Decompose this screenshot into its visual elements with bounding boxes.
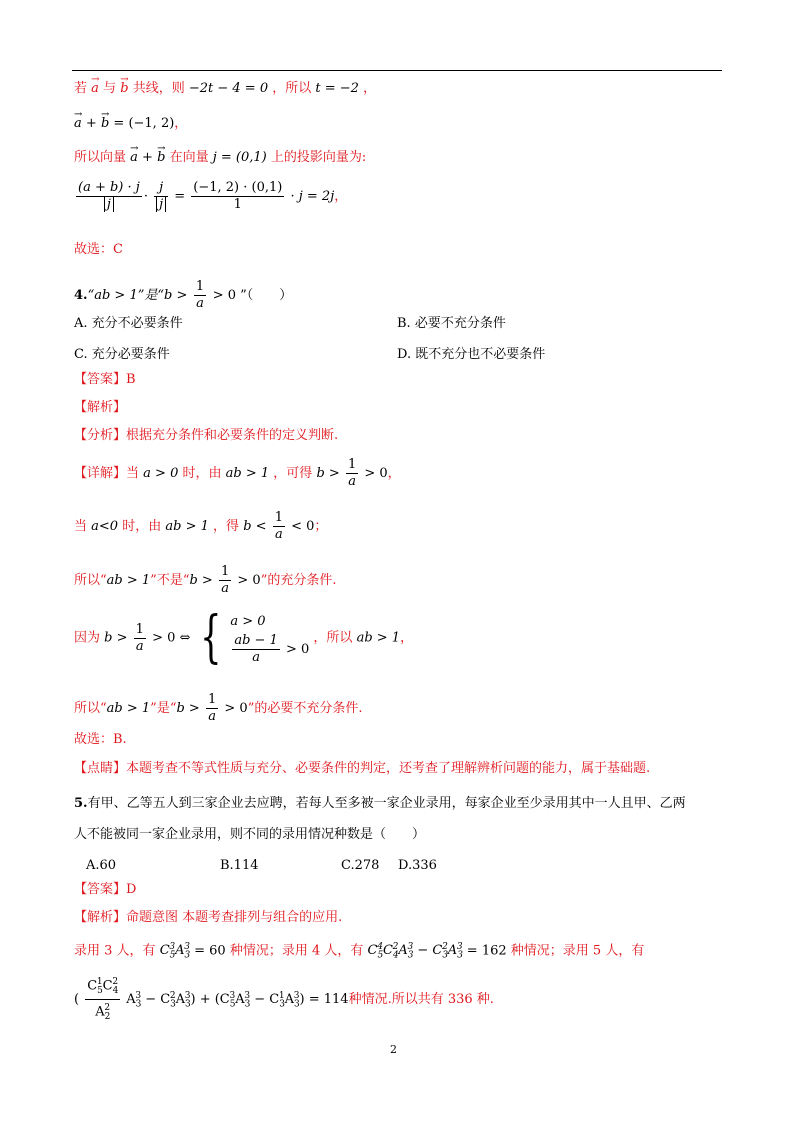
- denominator: 1: [233, 197, 242, 212]
- vector-b: → b: [101, 115, 109, 133]
- solution-line-1: [74, 938, 644, 965]
- numerator: (a + b) · j: [78, 180, 140, 195]
- denominator: a: [348, 474, 356, 489]
- text: ；: [314, 519, 328, 534]
- vector-j: j = (0,1): [212, 150, 267, 165]
- result: t = −2: [315, 81, 359, 96]
- math: b >: [176, 701, 200, 716]
- math: b <: [243, 519, 267, 534]
- question-number: 5.: [74, 796, 88, 811]
- option-b: B.114: [220, 858, 259, 873]
- numerator: 1: [347, 457, 357, 472]
- line-projection-formula: $\frac{(a + b) \cdot j}{j}$ · $\frac{j}{j}$ = $\frac{(-1, 2) \cdot (0,1)}{1}$ · j = 2j，: [78, 180, 348, 212]
- analysis-label: 【解析】: [74, 400, 127, 415]
- math: = 114: [308, 991, 349, 1007]
- system-row-1: a > 0: [230, 613, 266, 629]
- fraction: [194, 279, 206, 312]
- text: ，: [363, 81, 377, 96]
- question-4-stem: [74, 279, 292, 312]
- detail-line-4: [74, 605, 414, 670]
- math: a > 0: [143, 466, 179, 481]
- math: b >: [104, 630, 128, 646]
- text: 录用 3 人，有: [74, 943, 156, 959]
- text: 因为: [74, 630, 101, 646]
- fraction: [76, 180, 142, 213]
- denominator: a: [252, 649, 260, 665]
- result: · j = 2j: [290, 189, 335, 204]
- option-d: D. 既不充分也不必要条件: [397, 347, 546, 362]
- text: ”是“: [150, 701, 177, 716]
- math: b >: [316, 466, 340, 481]
- vector-a: → a: [91, 80, 99, 98]
- denominator: [76, 197, 142, 213]
- vector-a: → a: [74, 115, 82, 133]
- text: 种情况.所以共有 336 种.: [348, 991, 494, 1007]
- math: > 0: [237, 573, 261, 588]
- fraction: [154, 180, 168, 213]
- header-rule: [72, 70, 722, 71]
- combination-expr: $C_5^4C_4^2A_3^3 - C_3^2A_3^3$: [367, 942, 463, 961]
- fraction: [191, 180, 284, 213]
- denominator: a: [196, 296, 204, 311]
- detail-line-5: [74, 692, 362, 725]
- text: 所以“: [74, 701, 107, 716]
- math: = 162: [466, 943, 507, 959]
- numerator: (−1, 2) · (0,1): [193, 180, 283, 195]
- text: 若: [74, 81, 88, 96]
- fraction: [134, 622, 146, 655]
- math: b >: [189, 573, 213, 588]
- combination-expr: $C_5^3A_3^3$: [159, 942, 191, 961]
- option-a: A.60: [86, 858, 117, 873]
- line-projection-intro: 所以向量 → a + → b 在向量 j = (0,1) 上的投影向量为:: [74, 149, 366, 167]
- text: ，所以: [272, 81, 312, 96]
- question-5-stem-1: [74, 795, 686, 813]
- numerator: 1: [195, 279, 205, 294]
- fraction: [232, 633, 280, 666]
- fraction: [219, 564, 231, 597]
- page-number: 2: [390, 1043, 397, 1056]
- fraction: [85, 974, 120, 1025]
- math: > 0: [224, 701, 248, 716]
- text: ”不是“: [150, 573, 190, 588]
- fraction: [273, 510, 285, 543]
- denominator: a: [135, 638, 144, 654]
- math: ab > 1: [225, 466, 270, 481]
- answer-label: 【答案】D: [74, 882, 137, 897]
- numerator: 1: [135, 621, 144, 637]
- option-c: C. 充分必要条件: [74, 347, 170, 362]
- abs-j: j: [156, 197, 166, 212]
- vector-a: → a: [130, 149, 138, 167]
- solution-line-2: [74, 974, 494, 1025]
- text: “ab > 1”是“b >: [87, 288, 188, 303]
- text: 有甲、乙等五人到三家企业去应聘，若每人至多被一家企业录用，每家企业至少录用其中一人且甲、乙两: [87, 796, 686, 811]
- text: 当: [74, 519, 88, 534]
- text: ，: [387, 466, 401, 481]
- numerator: 1: [220, 564, 230, 579]
- detail-line-2: [74, 510, 327, 543]
- math: > 0 ⇔: [152, 630, 191, 646]
- inequality-system: [230, 611, 309, 666]
- math: a<0: [91, 519, 119, 534]
- denominator: a: [221, 581, 229, 596]
- analysis-label: 【解析】命题意图 本题考查排列与组合的应用.: [74, 910, 343, 925]
- detail-line-3: [74, 564, 336, 597]
- math: ab > 1: [106, 573, 151, 588]
- denominator: a: [274, 527, 283, 542]
- text: > 0 ”（ ）: [212, 288, 293, 303]
- brace-icon: {: [199, 605, 222, 670]
- option-c: C.278: [341, 858, 380, 873]
- numerator: $C_5^1C_4^2$: [85, 974, 120, 1000]
- math: < 0: [291, 519, 315, 534]
- text: 时，由: [122, 519, 162, 534]
- question-number: 4.: [74, 288, 88, 303]
- paren: (: [74, 991, 80, 1007]
- line-collinear: [74, 80, 376, 98]
- denominator: $A_2^2$: [95, 1002, 111, 1022]
- answer-label: 【答案】B: [74, 372, 136, 387]
- math: > 0: [364, 466, 388, 481]
- option-b: B. 必要不充分条件: [397, 316, 506, 331]
- text: 【详解】当: [74, 466, 140, 481]
- text: ，: [334, 189, 348, 204]
- text: 所以向量: [74, 150, 127, 165]
- equation: −2t − 4 = 0: [188, 81, 269, 96]
- question-5-stem-2: 人不能被同一家企业录用，则不同的录用情况种数是（ ）: [74, 827, 426, 842]
- text: 上的投影向量为:: [270, 150, 367, 165]
- sum-value: (−1, 2): [128, 116, 175, 131]
- fraction: [346, 457, 358, 490]
- math: ab > 1: [106, 701, 151, 716]
- text: ，可得: [273, 466, 313, 481]
- abs-j: j: [104, 197, 114, 212]
- text: ，得: [213, 519, 240, 534]
- choose-line: 故选：C: [74, 242, 123, 257]
- math: = 60: [194, 943, 226, 959]
- combination-expr: $A_3^3 - C_3^2A_3^3) + (C_5^3A_3^3 - C_3^1A_3^3)$: [126, 990, 305, 1010]
- numerator: 1: [207, 692, 217, 707]
- denominator: [154, 197, 168, 213]
- math: ab > 1: [356, 630, 401, 646]
- math: ab > 1: [165, 519, 209, 534]
- numerator: ab − 1: [234, 632, 278, 648]
- text: 时，由: [182, 466, 222, 481]
- detail-line-1: [74, 457, 401, 490]
- text: 所以“: [74, 573, 107, 588]
- text: ，所以: [313, 630, 353, 646]
- fraction: [206, 692, 218, 725]
- text: 在向量: [169, 150, 209, 165]
- text: ，: [174, 116, 188, 131]
- text: ”的必要不充分条件.: [247, 701, 363, 716]
- analysis-summary: 【分析】根据充分条件和必要条件的定义判断.: [74, 428, 339, 443]
- text: 共线，则: [132, 81, 185, 96]
- choose-line: 故选：B.: [74, 732, 127, 747]
- numerator: j: [154, 180, 168, 197]
- text: ”的充分条件.: [260, 573, 337, 588]
- denominator: a: [208, 709, 216, 724]
- numerator: 1: [274, 510, 283, 525]
- system-row-2: [230, 633, 309, 666]
- comment-line: 【点睛】本题考查不等式性质与充分、必要条件的判定，还考查了理解辨析问题的能力，属于基础题.: [74, 761, 651, 776]
- vector-b: → b: [157, 149, 165, 167]
- text: ，: [400, 630, 414, 646]
- text: 与: [103, 81, 117, 96]
- line-sum: → a + → b = (−1, 2)，: [74, 115, 187, 133]
- vector-b: → b: [120, 80, 128, 98]
- math: > 0: [285, 641, 310, 657]
- text: 种情况；录用 5 人，有: [510, 943, 645, 959]
- option-a: A. 充分不必要条件: [74, 316, 183, 331]
- text: 种情况；录用 4 人，有: [229, 943, 364, 959]
- option-d: D.336: [398, 858, 437, 873]
